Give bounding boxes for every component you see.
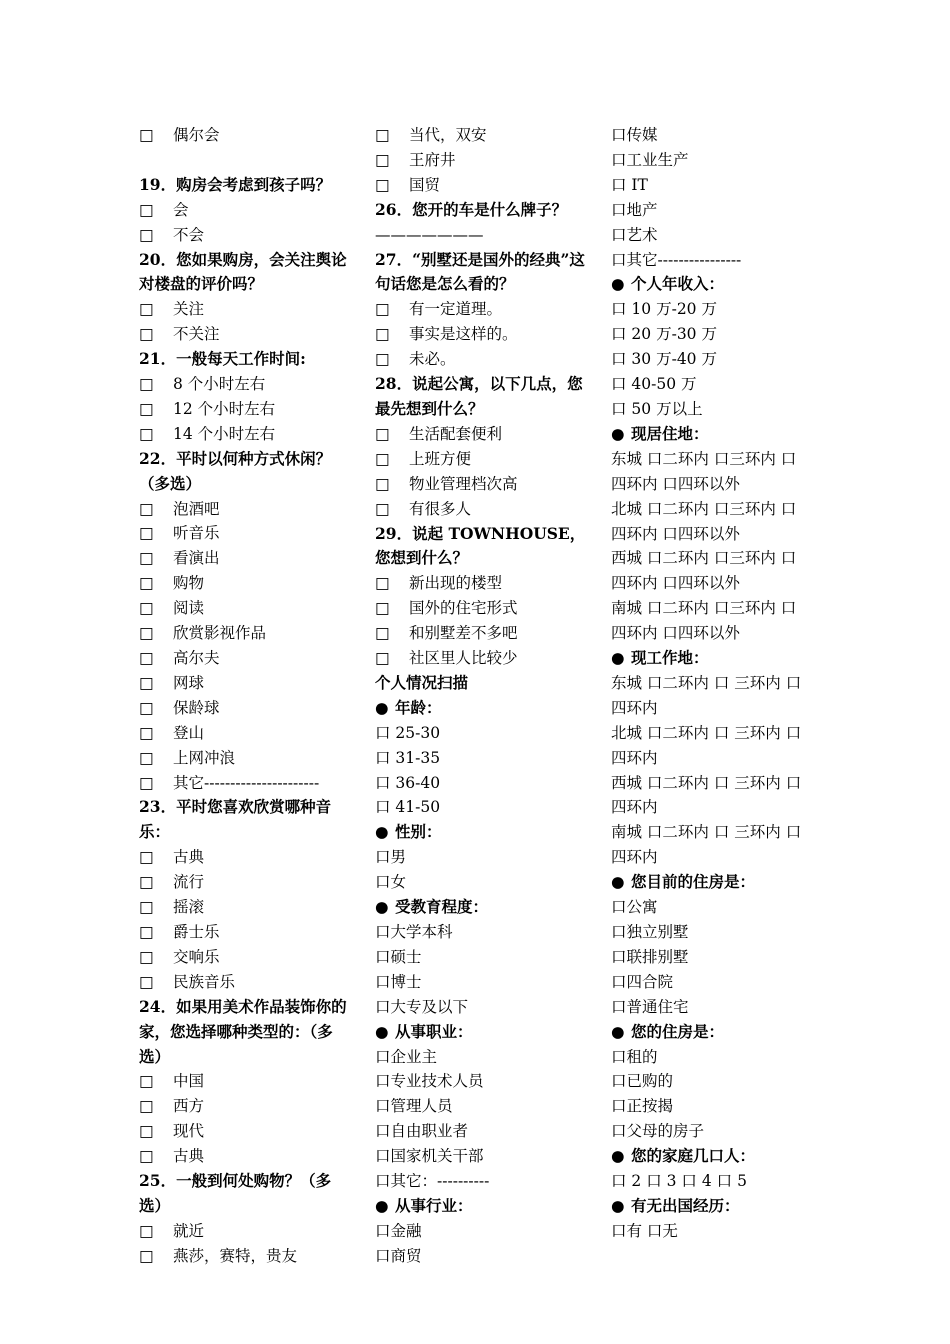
question-text: 26．您开的车是什么牌子？ <box>375 199 568 219</box>
option-label: 流行 <box>173 873 205 892</box>
option-item[interactable] <box>375 621 587 646</box>
checkbox-icon[interactable]: □ <box>375 126 390 144</box>
section-heading-label: 有无出国经历： <box>631 1195 740 1215</box>
text-line: 四环内 <box>611 798 658 817</box>
option-item[interactable] <box>139 945 351 970</box>
checkbox-icon[interactable]: □ <box>375 150 390 169</box>
option-item[interactable] <box>375 497 587 522</box>
checkbox-icon[interactable]: □ <box>139 1221 154 1240</box>
option-label: 就近 <box>173 1221 205 1240</box>
option-item[interactable] <box>139 322 351 347</box>
option-item[interactable] <box>139 970 351 995</box>
text-line: 口国家机关干部 <box>375 1147 484 1166</box>
bullet-icon: ● <box>375 897 389 917</box>
text-line: 口 10 万-20 万 <box>611 300 717 319</box>
text-line: 南城 口二环内 口 三环内 口 <box>611 823 802 842</box>
section-heading-label: 现工作地： <box>631 648 709 668</box>
checkbox-icon[interactable]: □ <box>139 748 154 767</box>
option-label: 有一定道理。 <box>409 300 503 319</box>
text-line: 南城 口二环内 口三环内 口 <box>611 599 797 618</box>
option-label: 高尔夫 <box>173 649 220 668</box>
checkbox-icon[interactable]: □ <box>139 1246 154 1265</box>
option-item[interactable] <box>139 546 351 571</box>
option-label: 不会 <box>173 225 205 244</box>
text-line: 口其它：---------- <box>375 1172 490 1191</box>
option-item[interactable] <box>139 521 351 546</box>
option-item[interactable] <box>139 646 351 671</box>
checkbox-icon[interactable]: □ <box>375 325 390 344</box>
section-heading-label: 您目前的住房是： <box>631 872 756 892</box>
text-line: 口 40-50 万 <box>611 375 697 394</box>
blank-line <box>139 148 351 173</box>
option-item[interactable] <box>375 422 587 447</box>
bullet-icon: ● <box>611 1021 625 1041</box>
question-text: 21．一般每天工作时间: <box>139 349 306 369</box>
text-line: 口四合院 <box>611 972 674 991</box>
text-line: 口正按揭 <box>611 1097 674 1116</box>
option-label: 8 个小时左右 <box>173 375 266 394</box>
option-item[interactable] <box>139 123 351 148</box>
option-item[interactable] <box>375 596 587 621</box>
option-item[interactable] <box>139 422 351 447</box>
option-item[interactable] <box>139 372 351 397</box>
option-label: 登山 <box>173 723 205 742</box>
option-item[interactable] <box>139 721 351 746</box>
text-line: 口自由职业者 <box>375 1122 469 1141</box>
option-item[interactable] <box>139 223 351 248</box>
option-label: 会 <box>173 200 189 219</box>
option-label: 上班方便 <box>409 449 472 468</box>
text-line: 口 31-35 <box>375 748 441 767</box>
text-line: 东城 口二环内 口 三环内 口 <box>611 673 802 692</box>
bullet-icon: ● <box>611 1146 625 1166</box>
option-item[interactable] <box>375 123 587 148</box>
section-heading <box>611 646 821 671</box>
text-line: 口金融 <box>375 1221 422 1240</box>
option-item[interactable] <box>139 571 351 596</box>
option-label: 保龄球 <box>173 698 220 717</box>
bullet-icon: ● <box>611 1195 625 1215</box>
checkbox-icon[interactable]: □ <box>375 474 390 493</box>
option-item[interactable] <box>139 746 351 771</box>
text-line: 口 20 万-30 万 <box>611 325 717 344</box>
text-line: 口普通住宅 <box>611 997 689 1016</box>
section-heading <box>611 422 821 447</box>
text-line: 口企业主 <box>375 1047 438 1066</box>
option-label: 阅读 <box>173 599 205 618</box>
checkbox-icon[interactable]: □ <box>375 599 390 618</box>
option-label: 国贸 <box>409 175 441 194</box>
section-heading-label: 受教育程度： <box>395 897 489 917</box>
checkbox-icon[interactable]: □ <box>375 350 390 369</box>
checkbox-icon[interactable]: □ <box>139 325 154 344</box>
option-item[interactable] <box>139 771 351 796</box>
text-line: 四环内 <box>611 848 658 867</box>
bullet-icon: ● <box>375 822 389 842</box>
checkbox-icon[interactable]: □ <box>375 424 390 443</box>
option-label: 未必。 <box>409 350 456 369</box>
option-label: 关注 <box>173 300 205 319</box>
option-item[interactable] <box>139 1069 351 1094</box>
text-line: 北城 口二环内 口 三环内 口 <box>611 723 802 742</box>
checkbox-icon[interactable]: □ <box>139 773 154 792</box>
question-text: 25．一般到何处购物？（多选） <box>139 1171 332 1215</box>
option-label: 社区里人比较少 <box>409 649 518 668</box>
checkbox-icon[interactable]: □ <box>139 947 154 966</box>
option-label: 14 个小时左右 <box>173 424 276 443</box>
section-heading <box>375 696 587 721</box>
text-line: 口女 <box>375 873 407 892</box>
checkbox-icon[interactable]: □ <box>139 873 154 892</box>
section-heading <box>611 272 821 297</box>
checkbox-icon[interactable]: □ <box>139 649 154 668</box>
text-line: 口有 口无 <box>611 1221 678 1240</box>
text-line: ——————— <box>375 225 484 244</box>
text-line: 口公寓 <box>611 898 658 917</box>
bullet-icon: ● <box>611 872 625 892</box>
text-line: 口 50 万以上 <box>611 399 703 418</box>
checkbox-icon[interactable]: □ <box>139 574 154 593</box>
option-label: 听音乐 <box>173 524 220 543</box>
option-item[interactable] <box>139 671 351 696</box>
bullet-icon: ● <box>375 1195 389 1215</box>
text-line: 口已购的 <box>611 1072 674 1091</box>
section-heading <box>375 820 587 845</box>
checkbox-icon[interactable]: □ <box>139 225 154 244</box>
option-item[interactable] <box>139 1119 351 1144</box>
text-line: 口其它---------------- <box>611 250 742 269</box>
text-line: 口独立别墅 <box>611 923 689 941</box>
text-line: 四环内 <box>611 698 658 717</box>
section-heading <box>375 1194 587 1219</box>
section-heading <box>611 1194 821 1219</box>
section-heading-label: 您的住房是： <box>631 1021 725 1041</box>
checkbox-icon[interactable]: □ <box>139 673 154 692</box>
section-heading-label: 个人年收入： <box>631 274 725 294</box>
option-label: 看演出 <box>173 549 220 568</box>
section-heading <box>375 1020 587 1045</box>
text-line: 口 36-40 <box>375 773 441 792</box>
option-label: 泡酒吧 <box>173 499 220 518</box>
option-item[interactable] <box>375 571 587 596</box>
option-item[interactable] <box>139 1094 351 1119</box>
option-label: 燕莎，赛特，贵友 <box>173 1246 298 1265</box>
checkbox-icon[interactable]: □ <box>375 449 390 468</box>
option-item[interactable] <box>139 1219 351 1244</box>
checkbox-icon[interactable]: □ <box>139 375 154 394</box>
text-line: 口管理人员 <box>375 1097 453 1116</box>
option-label: 国外的住宅形式 <box>409 599 518 618</box>
text-line: 口 2 口 3 口 4 口 5 <box>611 1172 747 1191</box>
section-heading-label: 年龄： <box>395 697 442 717</box>
text-line: 口 IT <box>611 175 648 194</box>
checkbox-icon[interactable]: □ <box>139 898 154 917</box>
option-item[interactable] <box>139 895 351 920</box>
question-text: 20．您如果购房，会关注舆论对楼盘的评价吗？ <box>139 249 347 294</box>
option-label: 和别墅差不多吧 <box>409 624 518 643</box>
checkbox-icon[interactable]: □ <box>375 649 390 668</box>
question-text: 22．平时以何种方式休闲？（多选） <box>139 448 332 493</box>
checkbox-icon[interactable]: □ <box>139 499 154 518</box>
text-line: 口博士 <box>375 972 422 991</box>
option-label: 不关注 <box>173 325 220 344</box>
option-item[interactable] <box>139 870 351 895</box>
bullet-icon: ● <box>611 648 625 668</box>
checkbox-icon[interactable]: □ <box>139 1097 154 1116</box>
option-label: 物业管理档次高 <box>409 474 518 493</box>
checkbox-icon[interactable]: □ <box>139 624 154 643</box>
option-item[interactable] <box>139 297 351 322</box>
option-item[interactable] <box>375 472 587 497</box>
option-item[interactable] <box>375 447 587 472</box>
bullet-icon: ● <box>375 697 389 717</box>
section-heading-label: 从事行业： <box>395 1195 473 1215</box>
checkbox-icon[interactable]: □ <box>139 399 154 418</box>
option-label: 偶尔会 <box>173 126 220 144</box>
option-item[interactable] <box>139 920 351 945</box>
checkbox-icon[interactable]: □ <box>139 1072 154 1091</box>
option-item[interactable] <box>139 845 351 870</box>
text-line: 东城 口二环内 口三环内 口 <box>611 449 797 468</box>
text-line: 口大专及以下 <box>375 997 469 1016</box>
checkbox-icon[interactable]: □ <box>139 200 154 219</box>
column-left <box>139 123 351 1269</box>
text-line: 四环内 口四环以外 <box>611 474 740 493</box>
option-item[interactable] <box>139 621 351 646</box>
checkbox-icon[interactable]: □ <box>375 574 390 593</box>
question-text: 28．说起公寓，以下几点，您最先想到什么？ <box>375 374 583 418</box>
option-item[interactable] <box>139 497 351 522</box>
text-line: 口硕士 <box>375 947 422 966</box>
option-label: 事实是这样的。 <box>409 325 518 344</box>
option-item[interactable] <box>375 646 587 671</box>
section-heading <box>375 895 587 920</box>
text-line: 口 41-50 <box>375 798 441 817</box>
option-label: 欣赏影视作品 <box>173 624 267 643</box>
text-line: 西城 口二环内 口三环内 口 <box>611 549 797 568</box>
option-label: 有很多人 <box>409 499 472 518</box>
section-heading-label: 从事职业： <box>395 1021 473 1041</box>
option-label: 爵士乐 <box>173 922 220 941</box>
option-label: 摇滚 <box>173 898 205 917</box>
text-line: 口地产 <box>611 200 658 219</box>
option-item[interactable] <box>139 596 351 621</box>
option-label: 古典 <box>173 1147 205 1166</box>
checkbox-icon[interactable]: □ <box>375 300 390 319</box>
text-line: 口 25-30 <box>375 723 441 742</box>
section-heading-label: 性别： <box>395 822 442 842</box>
option-label: 新出现的楼型 <box>409 574 503 593</box>
section-heading-label: 现居住地： <box>631 423 709 443</box>
option-label: 12 个小时左右 <box>173 399 276 418</box>
text-line: 口租的 <box>611 1047 658 1066</box>
option-item[interactable] <box>139 397 351 422</box>
option-item[interactable] <box>375 347 587 372</box>
checkbox-icon[interactable]: □ <box>139 972 154 991</box>
checkbox-icon[interactable]: □ <box>139 424 154 443</box>
text-line: 四环内 口四环以外 <box>611 524 740 543</box>
option-item[interactable] <box>139 198 351 223</box>
option-label: 其它---------------------- <box>173 773 320 792</box>
checkbox-icon[interactable]: □ <box>375 499 390 518</box>
option-item[interactable] <box>375 322 587 347</box>
text-line: 口父母的房子 <box>611 1122 705 1141</box>
checkbox-icon[interactable]: □ <box>139 698 154 717</box>
section-heading <box>611 870 821 895</box>
checkbox-icon[interactable]: □ <box>139 1147 154 1166</box>
option-item[interactable] <box>375 297 587 322</box>
question-text: 27．“别墅还是国外的经典”这句话您是怎么看的？ <box>375 249 585 294</box>
column-middle <box>375 123 587 1269</box>
option-label: 当代，双安 <box>409 126 487 144</box>
option-label: 上网冲浪 <box>173 748 236 767</box>
text-line: 口工业生产 <box>611 150 689 169</box>
checkbox-icon[interactable]: □ <box>139 524 154 543</box>
text-line: 口联排别墅 <box>611 947 689 966</box>
option-label: 购物 <box>173 574 205 593</box>
question-text: 24．如果用美术作品装饰你的家，您选择哪种类型的：（多选） <box>139 996 347 1066</box>
text-line: 口专业技术人员 <box>375 1072 484 1091</box>
column-right <box>611 123 821 1244</box>
checkbox-icon[interactable]: □ <box>139 848 154 867</box>
text-line: 口商贸 <box>375 1246 422 1265</box>
section-title: 个人情况扫描 <box>375 672 469 692</box>
checkbox-icon[interactable]: □ <box>139 1122 154 1141</box>
option-label: 王府井 <box>409 150 456 169</box>
text-line: 北城 口二环内 口三环内 口 <box>611 499 797 518</box>
option-label: 现代 <box>173 1122 205 1141</box>
option-label: 网球 <box>173 673 205 692</box>
bullet-icon: ● <box>375 1021 389 1041</box>
question-text: 23．平时您喜欢欣赏哪种音乐： <box>139 797 332 842</box>
checkbox-icon[interactable]: □ <box>139 599 154 618</box>
text-line: 四环内 <box>611 748 658 767</box>
option-item[interactable] <box>139 1244 351 1269</box>
text-line: 口艺术 <box>611 225 658 244</box>
text-line: 口大学本科 <box>375 923 453 941</box>
section-heading-label: 您的家庭几口人： <box>631 1146 756 1166</box>
checkbox-icon[interactable]: □ <box>139 126 154 144</box>
text-line: 口男 <box>375 848 407 867</box>
option-label: 生活配套便利 <box>409 424 503 443</box>
text-line: 口 30 万-40 万 <box>611 350 717 369</box>
option-item[interactable] <box>375 173 587 198</box>
checkbox-icon[interactable]: □ <box>139 300 154 319</box>
option-label: 民族音乐 <box>173 972 236 991</box>
checkbox-icon[interactable]: □ <box>375 624 390 643</box>
question-text: 19．购房会考虑到孩子吗？ <box>139 174 332 194</box>
option-label: 中国 <box>173 1072 205 1091</box>
bullet-icon: ● <box>611 423 625 443</box>
bullet-icon: ● <box>611 274 625 294</box>
checkbox-icon[interactable]: □ <box>139 922 154 941</box>
section-heading <box>611 1144 821 1169</box>
section-heading <box>611 1020 821 1045</box>
option-label: 交响乐 <box>173 947 220 966</box>
checkbox-icon[interactable]: □ <box>139 723 154 742</box>
option-item[interactable] <box>139 696 351 721</box>
checkbox-icon[interactable]: □ <box>375 175 390 194</box>
text-line: 口传媒 <box>611 126 658 144</box>
checkbox-icon[interactable]: □ <box>139 549 154 568</box>
text-line: 西城 口二环内 口 三环内 口 <box>611 773 802 792</box>
text-line: 四环内 口四环以外 <box>611 574 740 593</box>
question-text: 29．说起 TOWNHOUSE，您想到什么？ <box>375 523 586 568</box>
option-label: 古典 <box>173 848 205 867</box>
option-item[interactable] <box>139 1144 351 1169</box>
option-label: 西方 <box>173 1097 205 1116</box>
option-item[interactable] <box>375 148 587 173</box>
text-line: 四环内 口四环以外 <box>611 624 740 643</box>
